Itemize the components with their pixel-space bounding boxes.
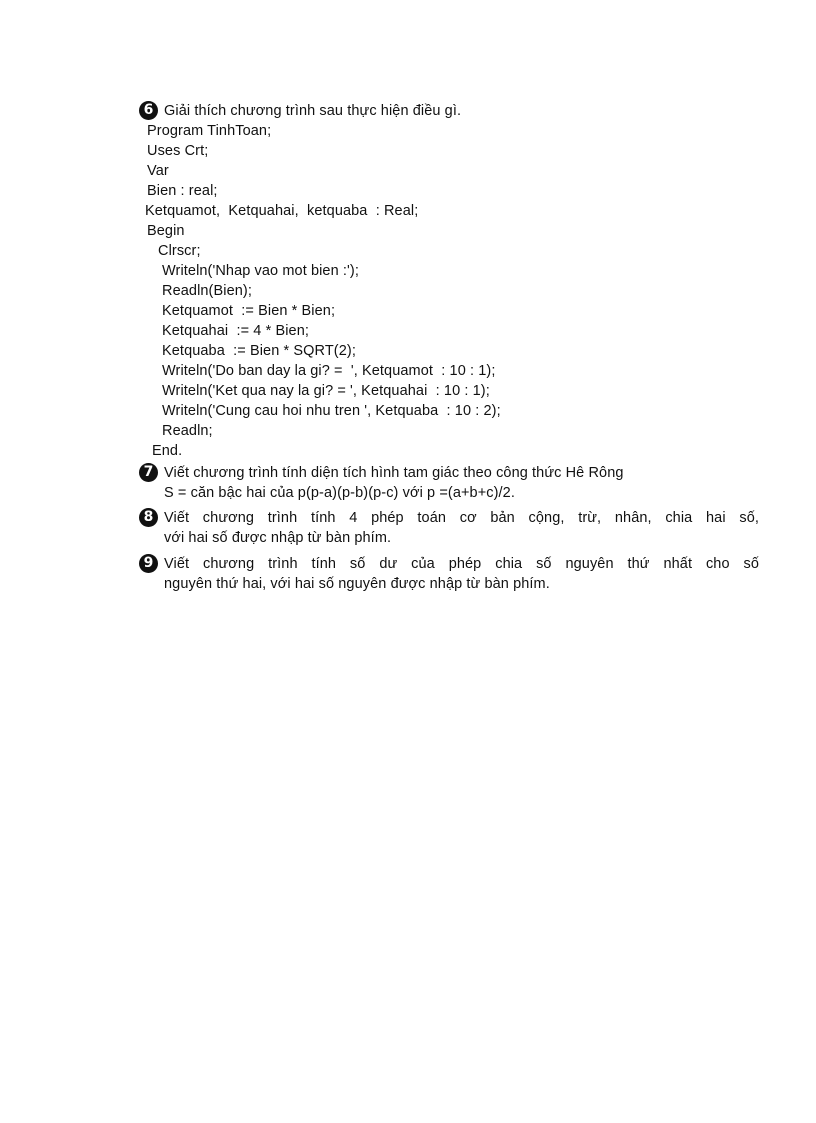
- code-line: Bien : real;: [147, 183, 218, 199]
- exercise-6-title: Giải thích chương trình sau thực hiện điều gì.: [164, 103, 462, 119]
- code-line: Readln;: [162, 423, 213, 439]
- exercise-8: [139, 508, 759, 548]
- code-line: Readln(Bien);: [162, 283, 252, 299]
- code-line: End.: [152, 443, 183, 459]
- code-line: Clrscr;: [158, 243, 201, 259]
- exercise-7-line: Viết chương trình tính diện tích hình tam giác theo công thức Hê Rông: [164, 465, 624, 481]
- exercise-7-body: [164, 463, 759, 503]
- code-line: Ketquaba := Bien * SQRT(2);: [162, 343, 356, 359]
- exercise-9-line: nguyên thứ hai, với hai số nguyên được nhập từ bàn phím.: [164, 576, 550, 592]
- exercise-7: [139, 463, 759, 503]
- number-8-bullet-icon: 8: [139, 508, 158, 527]
- exercise-8-line: với hai số được nhập từ bàn phím.: [164, 530, 392, 546]
- number-6-bullet-icon: 6: [139, 101, 158, 120]
- code-line: Writeln('Do ban day la gi? = ', Ketquamot : 10 : 1);: [162, 363, 496, 379]
- number-7-bullet-icon: 7: [139, 463, 158, 482]
- exercise-6-body: [164, 101, 759, 121]
- exercise-list: [139, 101, 759, 594]
- exercise-9: [139, 554, 759, 594]
- number-9-bullet-icon: 9: [139, 554, 158, 573]
- exercise-9-line: Viết chương trình tính số dư của phép chia số nguyên thứ nhất cho số: [164, 556, 759, 572]
- code-line: Program TinhToan;: [147, 123, 272, 139]
- code-line: Ketquahai := 4 * Bien;: [162, 323, 310, 339]
- exercise-7-line: S = căn bậc hai của p(p-a)(p-b)(p-c) với p =(a+b+c)/2.: [164, 485, 515, 501]
- exercise-8-body: [164, 508, 759, 548]
- code-line: Ketquamot, Ketquahai, ketquaba : Real;: [145, 203, 419, 219]
- code-line: Begin: [147, 223, 185, 239]
- exercise-8-line: Viết chương trình tính 4 phép toán cơ bản cộng, trừ, nhân, chia hai số,: [164, 510, 759, 526]
- exercise-9-body: [164, 554, 759, 594]
- code-line: Uses Crt;: [147, 143, 209, 159]
- code-line: Var: [147, 163, 169, 179]
- code-line: Writeln('Nhap vao mot bien :');: [162, 263, 359, 279]
- exercise-6: [139, 101, 759, 121]
- code-line: Writeln('Ket qua nay la gi? = ', Ketquahai : 10 : 1);: [162, 383, 490, 399]
- code-line: Writeln('Cung cau hoi nhu tren ', Ketquaba : 10 : 2);: [162, 403, 501, 419]
- code-line: Ketquamot := Bien * Bien;: [162, 303, 336, 319]
- pascal-code-listing: [147, 121, 759, 461]
